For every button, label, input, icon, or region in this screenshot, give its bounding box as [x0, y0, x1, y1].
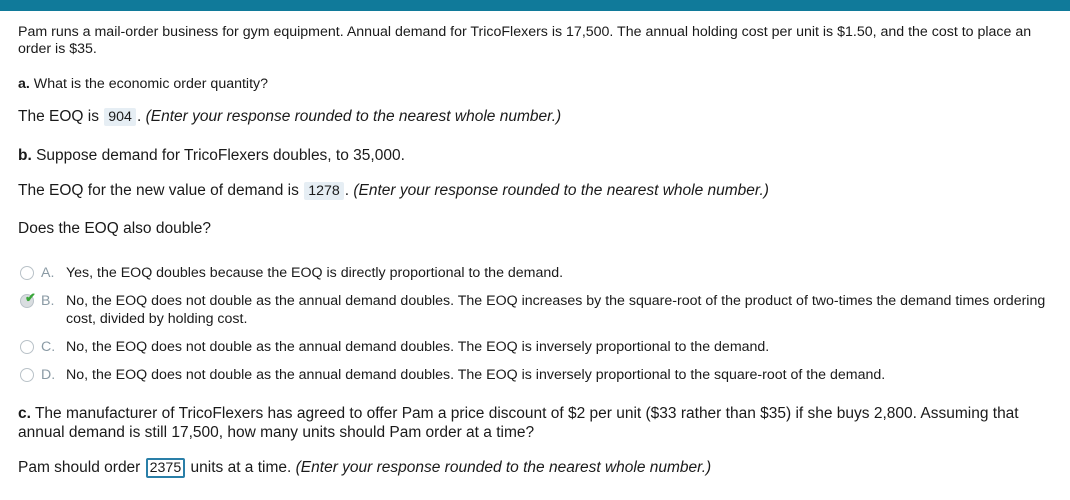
part-b-question — [18, 147, 1058, 165]
part-a-label: a. — [18, 76, 30, 92]
checkmark-icon: ✔ — [25, 290, 36, 305]
part-c-question-text: The manufacturer of TricoFlexers has agreed to offer Pam a price discount of $2 per unit ($33 rather than $35) if she buys 2,800. Assuming that annual demand is still 17,500, how many units should Pam order at a time? — [18, 405, 1019, 441]
radio-icon[interactable] — [20, 368, 34, 382]
part-a-answer-line — [18, 108, 1058, 126]
option-a-text: Yes, the EOQ doubles because the EOQ is directly proportional to the demand. — [66, 265, 564, 281]
option-a-letter: A. — [41, 265, 55, 281]
part-c-answer-prefix: Pam should order — [18, 459, 141, 476]
option-d-letter: D. — [41, 367, 56, 383]
option-b-text: No, the EOQ does not double as the annual demand doubles. The EOQ increases by the square-root of the product of two-times the demand times ordering cost, divided by holding cost. — [66, 293, 1046, 327]
part-b-answer-field[interactable]: 1278 — [304, 182, 344, 200]
top-banner-bar — [0, 0, 1070, 11]
part-b-answer-prefix: The EOQ for the new value of demand is — [18, 182, 299, 199]
part-c-answer-field[interactable]: 2375 — [146, 458, 186, 478]
option-c-text: No, the EOQ does not double as the annual demand doubles. The EOQ is inversely proportional to the demand. — [66, 339, 770, 355]
option-d-text: No, the EOQ does not double as the annual demand doubles. The EOQ is inversely proportional to the square-root of the demand. — [66, 367, 886, 383]
radio-icon[interactable] — [20, 340, 34, 354]
part-a-answer-prefix: The EOQ is — [18, 108, 99, 125]
part-c-answer-suffix: units at a time. — [190, 459, 292, 476]
part-a-hint: (Enter your response rounded to the nearest whole number.) — [145, 108, 562, 125]
part-b-question-text: Suppose demand for TricoFlexers doubles, to 35,000. — [36, 147, 405, 164]
part-b-label: b. — [18, 147, 32, 164]
radio-icon[interactable] — [20, 266, 34, 280]
part-b-answer-suffix: . — [344, 182, 350, 199]
part-b-followup: Does the EOQ also double? — [18, 220, 212, 237]
part-c-label: c. — [18, 405, 31, 422]
part-c-question — [18, 404, 1058, 442]
part-c-hint: (Enter your response rounded to the nearest whole number.) — [295, 459, 712, 476]
option-c-letter: C. — [41, 339, 56, 355]
problem-intro: Pam runs a mail-order business for gym equipment. Annual demand for TricoFlexers is 17,500. The annual holding cost per unit is $1.50, and the cost to place an order is $35. — [18, 24, 1032, 57]
part-b-hint: (Enter your response rounded to the nearest whole number.) — [353, 182, 769, 199]
part-a-answer-suffix: . — [136, 108, 142, 125]
part-b-answer-line — [18, 182, 1058, 200]
part-a-question-text: What is the economic order quantity? — [33, 76, 269, 92]
part-a-question — [18, 76, 1058, 92]
option-b-letter: B. — [41, 293, 55, 309]
part-c-answer-line — [18, 458, 1058, 478]
part-a-answer-field[interactable]: 904 — [104, 108, 136, 126]
